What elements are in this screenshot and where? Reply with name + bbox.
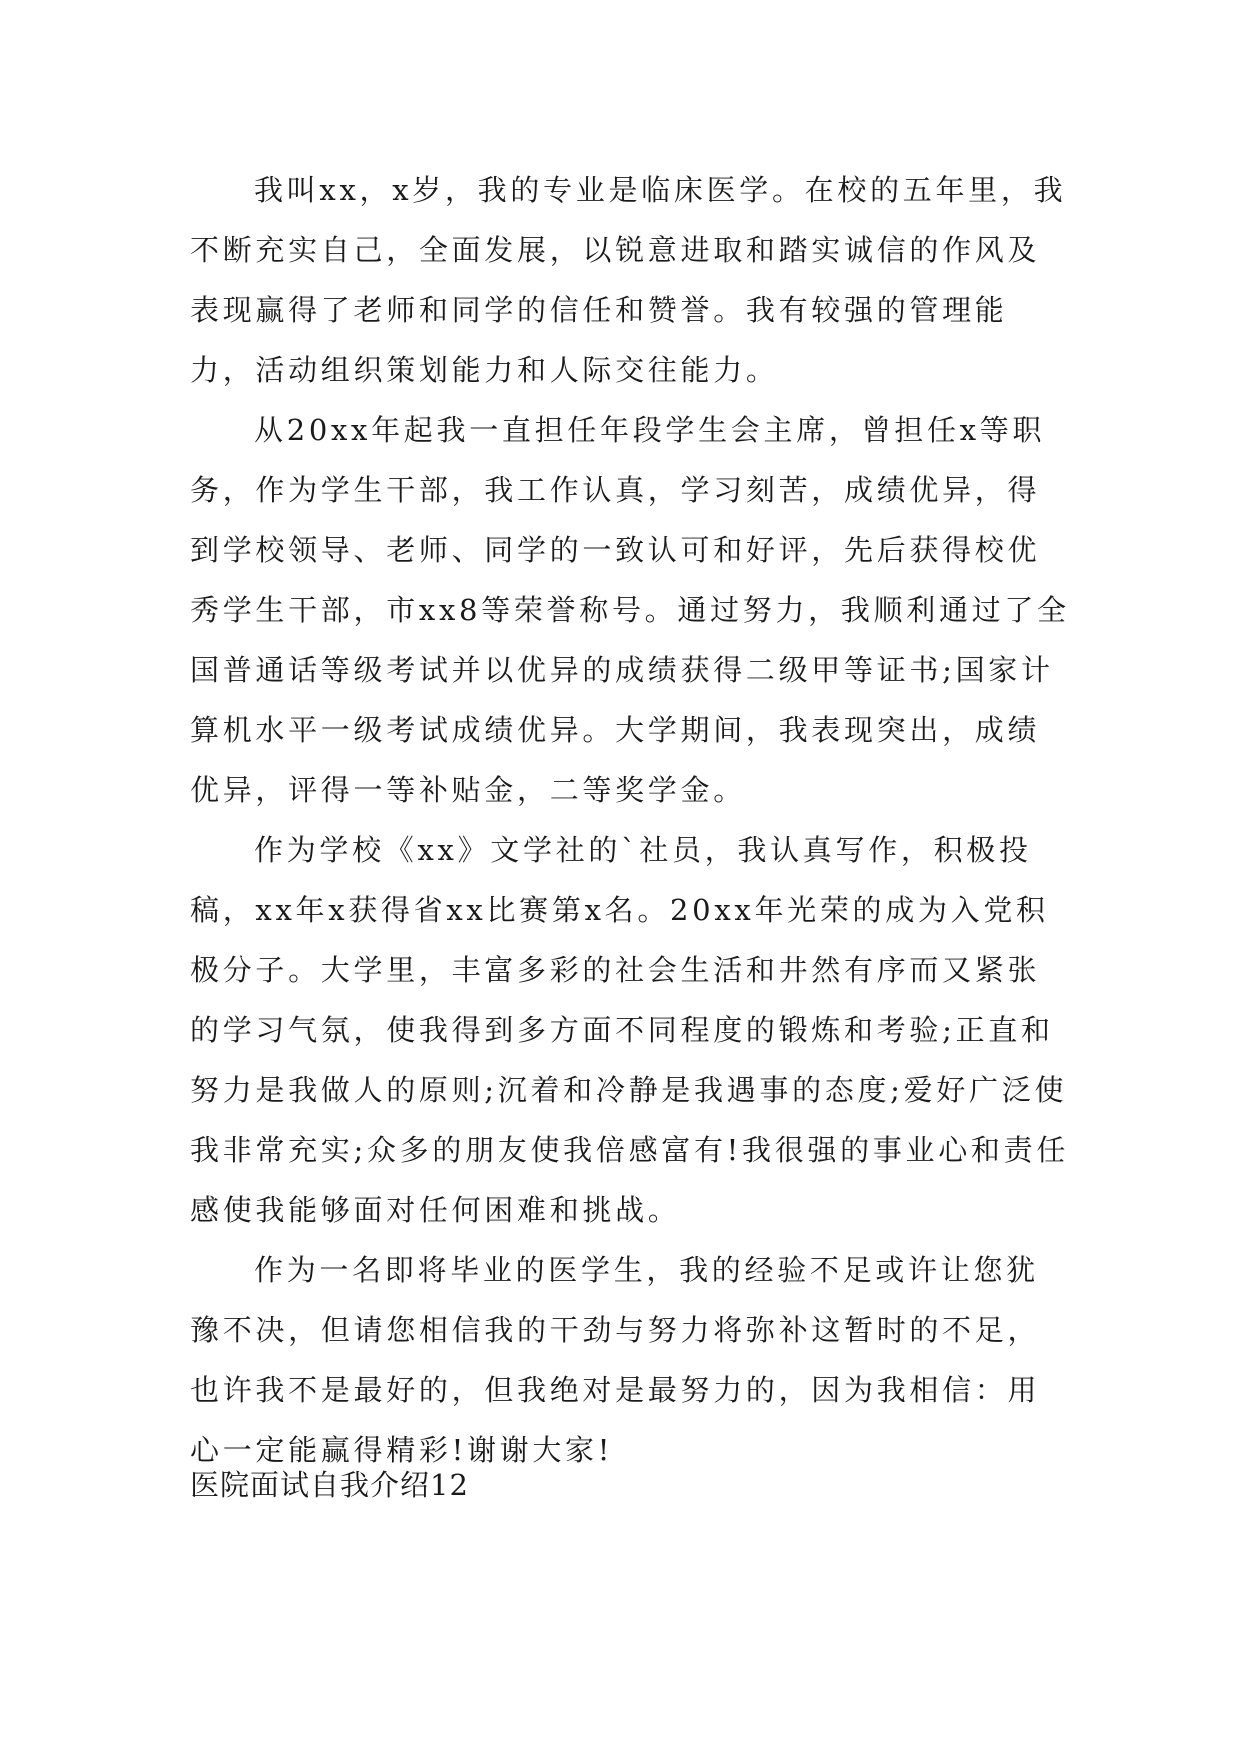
- paragraph-1: 我叫xx，x岁，我的专业是临床医学。在校的五年里，我不断充实自己，全面发展，以锐意进取和踏实诚信的作风及表现赢得了老师和同学的信任和赞誉。我有较强的管理能力，活动组织策划能力和人际交往能力。: [190, 173, 1067, 387]
- paragraph-3: 作为学校《xx》文学社的`社员，我认真写作，积极投稿，xx年x获得省xx比赛第x名。20xx年光荣的成为入党积极分子。大学里，丰富多彩的社会生活和井然有序而又紧张的学习气氛，使我得到多方面不同程度的锻炼和考验;正直和努力是我做人的原则;沉着和冷静是我遇事的态度;爱好广泛使我非常充实;众多的朋友使我倍感富有!我很强的事业心和责任感使我能够面对任何困难和挑战。: [190, 833, 1070, 1227]
- section-heading: 医院面试自我介绍12: [190, 1468, 469, 1502]
- document-body: [190, 160, 1070, 1480]
- paragraph-2: 从20xx年起我一直担任年段学生会主席，曾担任x等职务，作为学生干部，我工作认真，学习刻苦，成绩优异，得到学校领导、老师、同学的一致认可和好评，先后获得校优秀学生干部，市xx8等荣誉称号。通过努力，我顺利通过了全国普通话等级考试并以优异的成绩获得二级甲等证书;国家计算机水平一级考试成绩优异。大学期间，我表现突出，成绩优异，评得一等补贴金，二等奖学金。: [190, 413, 1070, 807]
- paragraph-4: 作为一名即将毕业的医学生，我的经验不足或许让您犹豫不决，但请您相信我的干劲与努力将弥补这暂时的不足，也许我不是最好的，但我绝对是最努力的，因为我相信：用心一定能赢得精彩!谢谢大家!: [190, 1253, 1041, 1467]
